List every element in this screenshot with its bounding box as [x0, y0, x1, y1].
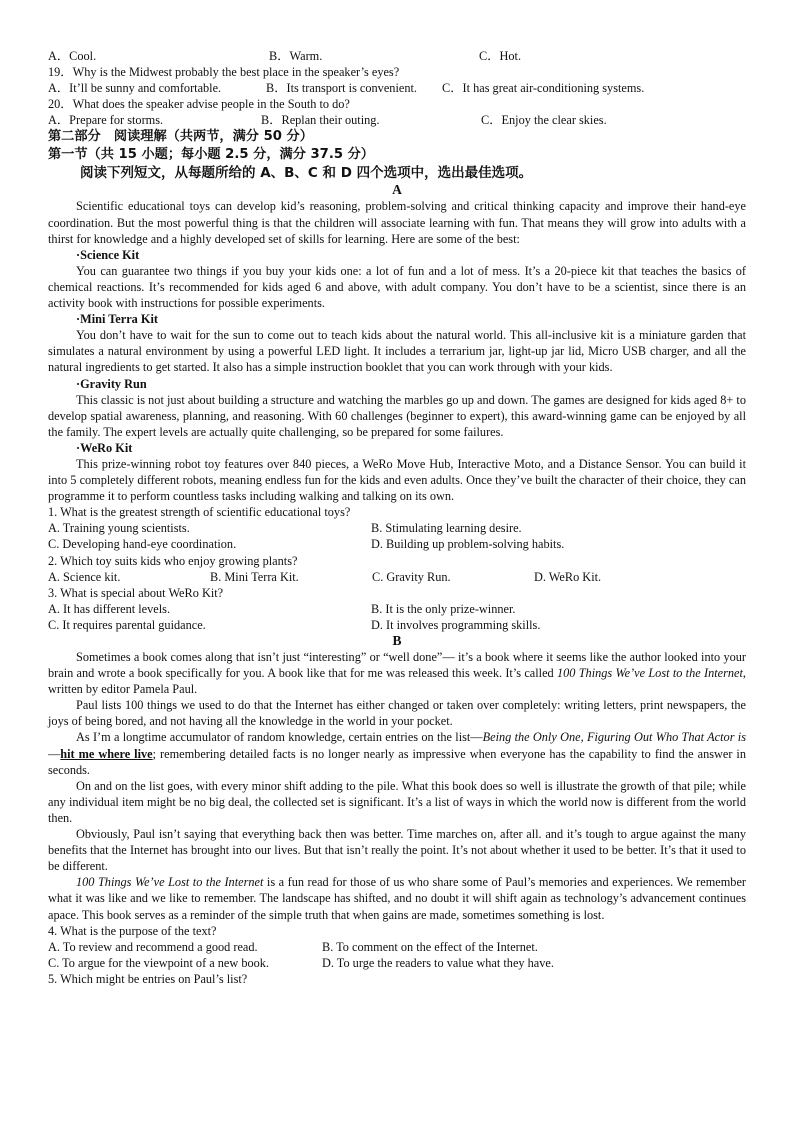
question-1-stem: 1. What is the greatest strength of scientific educational toys? [48, 505, 351, 520]
q19-option-b: B．Its transport is convenient. [266, 81, 417, 96]
part2-section1: 第一节（共 15 小题；每小题 2.5 分，满分 37.5 分） [48, 147, 374, 163]
passage-a-intro: Scientific educational toys can develop kid’s reasoning, problem-solving and critical thinking capacity and improve their hand-eye coordination. But the most powerful thing is that the children will associate learning with fun. That means they will grow into adults with a thirst for knowledge and a highly developed set of skills for learning. Here are some of the best: [48, 199, 746, 246]
question-1-option-a: A. Training young scientists. [48, 521, 190, 536]
exam-page [48, 48, 746, 987]
question-3-option-c: C. It requires parental guidance. [48, 617, 206, 632]
q20-option-c: C．Enjoy the clear skies. [481, 113, 607, 128]
passage-b-p3-text: As I’m a longtime accumulator of random knowledge, certain entries on the list— [76, 730, 483, 745]
part2-instruction: 阅读下列短文，从每题所给的 A、B、C 和 D 四个选项中，选出最佳选项。 [80, 165, 533, 182]
book-title: 100 Things We’ve Lost to the Internet [556, 666, 743, 681]
question-4-option-d: D. To urge the readers to value what they have. [322, 955, 554, 970]
list-entries: Being the Only One, Figuring Out Who That Actor is [482, 730, 746, 745]
passage-b-paragraph-6 [48, 874, 746, 922]
question-2-option-c: C. Gravity Run. [372, 569, 451, 584]
passage-b-p3-dash: — [48, 746, 61, 761]
item-title-gravity-run: ·Gravity Run [76, 376, 147, 391]
question-4-stem: 4. What is the purpose of the text? [48, 923, 217, 938]
question-2-option-b: B. Mini Terra Kit. [210, 569, 299, 584]
item-text-science-kit: You can guarantee two things if you buy your kids one: a lot of fun and a lot of mess. It’s a 20-piece kit that teaches the basics of chemical reactions. It’s recommended for kids aged 6 and above, with adult company. You don’t have to be a scientist, since there is an activity book with instructions for possible experiments. [48, 263, 746, 311]
item-title-science-kit: ·Science Kit [76, 247, 140, 262]
q19-option-a: A．It’ll be sunny and comfortable. [48, 81, 222, 96]
question-4-options-cd [48, 955, 746, 971]
question-4-option-c: C. To argue for the viewpoint of a new book. [48, 955, 270, 970]
question-2-options [48, 569, 746, 585]
question-3-option-d: D. It involves programming skills. [371, 617, 541, 632]
passage-b-p1-end: , written by editor Pamela Paul. [48, 666, 746, 697]
passage-a-label: A [392, 182, 402, 198]
item-text-gravity-run: This classic is not just about building a structure and watching the marbles go up and down. The games are designed for kids aged 8+ to develop spatial awareness, planning, and reasoning. With 60 challenges (beginner to expert), this award-winning game can be enjoyed by all the family. The expert levels are actually quite challenging, so be prepared for some failures. [48, 392, 746, 439]
question-1-options-cd [48, 536, 746, 552]
part2-title: 第二部分 阅读理解（共两节，满分 50 分） [48, 129, 313, 145]
passage-b-p6-text: is a fun read for those of us who share some of Paul’s memories and experiences. We remember what it was like and we like to remember. The landscape has shifted, and no doubt it will shift again as technology’s advancement continues apace. This book serves as a reminder of the simple truth that when gains are made, sometimes something is lost. [48, 875, 746, 922]
item-title-wero-kit: ·WeRo Kit [76, 440, 133, 455]
question-3-options-ab [48, 601, 746, 617]
q20-options [48, 112, 746, 128]
question-1-option-d: D. Building up problem-solving habits. [371, 537, 565, 552]
passage-b-p3-end: ; remembering detailed facts is no longer nearly as impressive when everyone has the capability to find the answer in seconds. [48, 746, 746, 777]
question-5-stem: 5. Which might be entries on Paul’s list? [48, 971, 248, 986]
question-3-option-a: A. It has different levels. [48, 601, 171, 616]
passage-b-label: B [392, 633, 402, 648]
passage-b-paragraph-5: Obviously, Paul isn’t saying that everything back then was better. Time marches on, after all. and it’s tough to argue against the many benefits that the Internet has brought into our lives. But that isn’t really the point. It’s not about whether it used to be better. It’s that it used to be different. [48, 827, 746, 874]
q20-stem: 20．What does the speaker advise people in the South to do? [48, 97, 350, 112]
question-2-stem: 2. Which toy suits kids who enjoy growing plants? [48, 553, 298, 568]
question-4-option-a: A. To review and recommend a good read. [48, 939, 258, 954]
question-4-options-ab [48, 939, 746, 955]
q18-options [48, 48, 746, 64]
q19-option-c: C．It has great air-conditioning systems. [442, 81, 645, 96]
item-title-mini-terra-kit: ·Mini Terra Kit [76, 312, 158, 327]
q20-option-b: B．Replan their outing. [261, 113, 380, 128]
q18-option-c: C．Hot. [479, 49, 522, 63]
question-2-option-a: A. Science kit. [48, 569, 121, 584]
q20-option-a: A．Prepare for storms. [48, 113, 164, 128]
passage-b-p1-text: Sometimes a book comes along that isn’t just “interesting” or “well done”— it’s a book where it seems like the author looked into your brain and wrote a book specifically for you. A book like that for me was released this week. It’s called [48, 650, 746, 681]
question-1-options-ab [48, 520, 746, 536]
question-3-stem: 3. What is special about WeRo Kit? [48, 585, 224, 600]
passage-b-paragraph-3 [48, 729, 746, 777]
passage-b-paragraph-4: On and on the list goes, with every minor shift adding to the pile. What this book does so well is illustrate the growth of that pile; while any individual item might be no big deal, the collected set is significant. It’s a list of ways in which the world now is different from the world then. [48, 778, 746, 825]
question-4-option-b: B. To comment on the effect of the Internet. [322, 939, 538, 954]
question-1-option-b: B. Stimulating learning desire. [371, 521, 522, 536]
q18-option-b: B．Warm. [269, 49, 323, 63]
question-3-option-b: B. It is the only prize-winner. [371, 601, 516, 616]
underlined-phrase: hit me where live [60, 746, 153, 761]
q19-options [48, 80, 746, 96]
item-text-mini-terra-kit: You don’t have to wait for the sun to come out to teach kids about the natural world. This all-inclusive kit is a miniature garden that simulates a natural environment by using a powerful LED light. It includes a terrarium jar, light-up jar lid, Micro USB charger, and all the natural ingredients to get started. It also has a simple instruction booklet that you can work through with your kids. [48, 328, 746, 375]
book-title-2: 100 Things We’ve Lost to the Internet [76, 875, 264, 890]
item-text-wero-kit: This prize-winning robot toy features over 840 pieces, a WeRo Move Hub, Interactive Moto, and a Distance Sensor. You can build it into 5 completely different robots, meaning endless fun for the kids and even adults. Once they’ve built the character of their choice, they can programme it to perform countless tasks including walking and talking on its own. [48, 456, 746, 504]
question-3-options-cd [48, 617, 746, 633]
q19-stem: 19．Why is the Midwest probably the best place in the speaker’s eyes? [48, 65, 400, 80]
passage-b-paragraph-2: Paul lists 100 things we used to do that the Internet has either changed or taken over completely: writing letters, print newspapers, the joys of being bored, and not having all the knowledge in the world in your pocket. [48, 698, 746, 729]
passage-b-paragraph-1 [48, 649, 746, 697]
question-1-option-c: C. Developing hand-eye coordination. [48, 537, 237, 552]
q18-option-a: A．Cool. [48, 49, 97, 63]
question-2-option-d: D. WeRo Kit. [534, 569, 602, 584]
